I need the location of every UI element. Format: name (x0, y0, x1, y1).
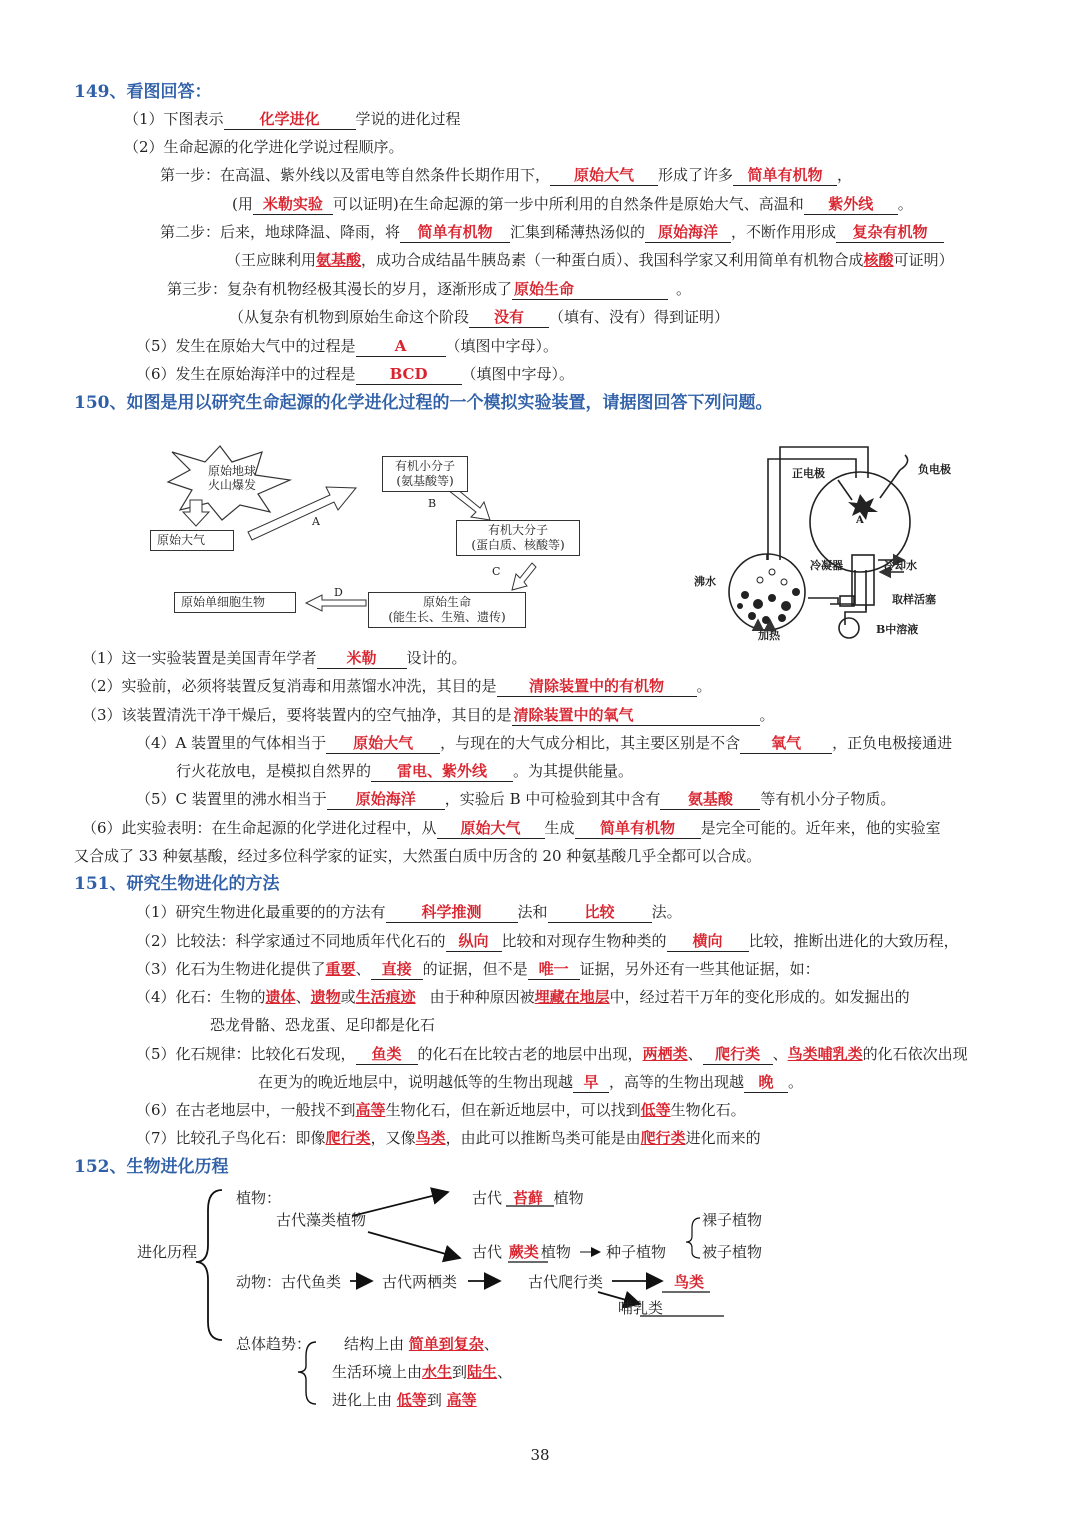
answer-blank: 原始海洋 (327, 789, 445, 810)
diagram-single-cell: 原始单细胞生物 (174, 592, 296, 613)
answer-blank: A (356, 336, 446, 357)
label-B: B (428, 497, 437, 510)
answer-underlined: 高等 (355, 1101, 386, 1119)
label-negative-electrode: 负电极 (918, 463, 951, 476)
tree-amphibian: 古代两栖类 (382, 1273, 458, 1291)
tree-algae: 古代藻类植物 (276, 1211, 367, 1229)
answer-blank: 比较 (548, 902, 652, 923)
diagram-primitive-life: 原始生命 (能生长、生殖、遗传) (368, 592, 526, 628)
label-heating: 加热 (758, 629, 780, 642)
diagram-large-molecule: 有机大分子 (蛋白质、核酸等) (456, 520, 580, 556)
answer-blank: 没有 (469, 307, 549, 328)
answer-blank: 化学进化 (224, 109, 356, 130)
q151-line3: （3）化石为生物进化提供了重要、 直接 的证据，但不是 唯一 证据，另外还有一些其他证据，如： (136, 960, 820, 978)
answer-blank: BCD (356, 364, 462, 385)
answer-bird: 鸟类 (674, 1273, 705, 1291)
q150-line1: （1）这一实验装置是美国青年学者 米勒 设计的。 (82, 649, 467, 667)
brace-seed (686, 1218, 700, 1258)
q151-line4: （4）化石：生物的遗体、遗物或生活痕迹 由于种种原因被埋藏在地层中，经过若干万年的变化形成的。如发掘出的 (136, 988, 910, 1006)
q149-line5: 第二步：后来，地球降温、降雨，将 简单有机物 汇集到稀薄热汤似的 原始海洋 ，不断作用形成 复杂有机物 (160, 222, 944, 243)
answer-underlined: 遗物 (310, 988, 341, 1006)
tree-root: 进化历程 (137, 1243, 198, 1261)
q152-title: 152、生物进化历程 (74, 1157, 229, 1177)
label-condenser: 冷凝器 (810, 559, 843, 572)
q151-line5: 恐龙骨骼、恐龙蛋、足印都是化石 (210, 1016, 436, 1034)
q150-line6: （5）C 装置里的沸水相当于 原始海洋 ，实验后 B 中可检验到其中含有 氨基酸 等有机小分子物质。 (136, 790, 896, 808)
answer-blank: 横向 (667, 931, 749, 952)
answer-underlined: 简单到复杂 (408, 1335, 484, 1353)
q151-line9: （7）比较孔子鸟化石：即像爬行类，又像鸟类，由此可以推断鸟类可能是由爬行类进化而来的 (136, 1129, 761, 1147)
label-flask-A: A (856, 515, 864, 526)
answer-blank: 直接 (371, 959, 423, 980)
q151-line6: （5）化石规律：比较化石发现， 鱼类 的化石在比较古老的地层中出现，两栖类、 爬行类 、鸟类哺乳类的化石依次出现 (136, 1045, 968, 1063)
brace-main (196, 1190, 222, 1340)
q149-line7: 第三步：复杂有机物经极其漫长的岁月，逐渐形成了 原始生命 。 (167, 280, 692, 298)
answer-blank: 鱼类 (356, 1044, 418, 1065)
answer-blank: 纵向 (446, 931, 502, 952)
answer-underlined: 低等 (640, 1101, 671, 1119)
answer-underlined: 高等 (446, 1391, 477, 1409)
answer-underlined: 生活痕迹 (355, 988, 416, 1006)
answer-blank: 米勒 (317, 648, 407, 669)
q149-line1: （1）下图表示 化学进化 学说的进化过程 (124, 110, 461, 128)
answer-underlined: 爬行类 (640, 1129, 686, 1147)
q150-line8: 又合成了 33 种氨基酸，经过多位科学家的证实，大然蛋白质中历含的 20 种氨基酸几乎全都可以合成。 (74, 847, 762, 865)
q150-line5: 行火花放电，是模拟自然界的 雷电、紫外线 。为其提供能量。 (176, 762, 634, 780)
q149-line3: 第一步：在高温、紫外线以及雷电等自然条件长期作用下， 原始大气 形成了许多 简单有机物 ， (160, 166, 853, 184)
diagram-earth: 原始地球 火山爆发 (208, 464, 257, 492)
answer-blank: 简单有机物 (575, 818, 701, 839)
trend-structure: 结构上由 简单到复杂、 (344, 1335, 499, 1353)
tree-animals: 动物：古代鱼类 (236, 1273, 342, 1291)
answer-fern: 蕨类 (508, 1243, 539, 1261)
answer-blank: 原始大气 (550, 165, 658, 186)
answer-underlined: 水生 (422, 1363, 453, 1381)
answer-blank: 原始海洋 (645, 222, 731, 243)
tree-fern: 古代 蕨类 植物 (472, 1243, 571, 1261)
answer-blank: 原始大气 (437, 818, 545, 839)
answer-underlined: 鸟类哺乳类 (787, 1045, 863, 1063)
answer-underlined: 爬行类 (325, 1129, 371, 1147)
answer-underlined: 鸟类 (415, 1129, 446, 1147)
tree-seed-plants: 种子植物 (606, 1243, 667, 1261)
answer-blank: 米勒实验 (253, 194, 333, 215)
tree-plants: 植物： (236, 1189, 282, 1207)
q150-line4: （4）A 装置里的气体相当于 原始大气 ，与现在的大气成分相比，其主要区别是不含 氧气 ，正负电极接通进 (136, 734, 953, 752)
q150-line2: （2）实验前，必须将装置反复消毒和用蒸馏水冲洗，其目的是 清除装置中的有机物 。 (82, 677, 712, 695)
answer-underlined: 遗体 (265, 988, 296, 1006)
diagram-small-molecule: 有机小分子 (氨基酸等) (382, 456, 468, 492)
q149-line2: （2）生命起源的化学进化学说过程顺序。 (124, 138, 404, 156)
q149-title: 149、看图回答： (74, 82, 212, 102)
answer-underlined: 重要 (325, 960, 356, 978)
answer-blank: 爬行类 (703, 1044, 773, 1065)
label-cooling-water: 冷却水 (884, 559, 917, 572)
answer-moss: 苔藓 (512, 1189, 543, 1207)
page-number: 38 (530, 1446, 550, 1464)
answer-blank: 简单有机物 (733, 165, 837, 186)
tree-trend: 总体趋势： (236, 1335, 312, 1353)
answer-blank: 氧气 (740, 733, 832, 754)
answer-underlined: 陆生 (467, 1363, 498, 1381)
label-positive-electrode: 正电极 (792, 467, 825, 480)
trend-environment: 生活环境上由水生到陆生、 (332, 1363, 513, 1381)
q149-line8: （从复杂有机物到原始生命这个阶段 没有 （填有、没有）得到证明） (229, 308, 730, 326)
label-B-solution: B中溶液 (876, 623, 919, 636)
answer-blank: 晚 (744, 1072, 788, 1093)
answer-blank: 清除装置中的氧气 (512, 705, 760, 726)
answer-underlined: 核酸 (863, 251, 894, 269)
answer-blank: 清除装置中的有机物 (497, 676, 697, 697)
answer-blank: 原始大气 (326, 733, 440, 754)
q151-line8: （6）在古老地层中，一般找不到高等生物化石，但在新近地层中，可以找到低等生物化石。 (136, 1101, 746, 1119)
answer-underlined: 氨基酸 (316, 251, 362, 269)
tree-mammal: 哺乳类 (618, 1299, 664, 1317)
q151-line7: 在更为的晚近地层中，说明越低等的生物出现越 早 ，高等的生物出现越 晚 。 (258, 1073, 804, 1091)
tree-angiosperm: 被子植物 (702, 1243, 763, 1261)
answer-blank: 复杂有机物 (836, 222, 944, 243)
answer-blank: 早 (573, 1072, 609, 1093)
q151-line2: （2）比较法：科学家通过不同地质年代化石的 纵向 比较和对现存生物种类的 横向 比较，推断出进化的大致历程， (136, 932, 959, 950)
q150-line7: （6）此实验表明：在生命起源的化学进化过程中，从 原始大气 生成 简单有机物 是完全可能的。近年来，他的实验室 (82, 819, 941, 837)
q150-line3: （3）该装置清洗干净干燥后，要将装置内的空气抽净，其目的是 清除装置中的氧气 。 (82, 706, 775, 724)
answer-blank: 科学推测 (386, 902, 518, 923)
tree-reptile: 古代爬行类 (528, 1273, 604, 1291)
answer-blank: 雷电、紫外线 (371, 761, 513, 782)
label-C: C (492, 565, 501, 578)
label-sampling-valve: 取样活塞 (892, 593, 936, 606)
answer-blank: 简单有机物 (400, 222, 510, 243)
diagram-atmosphere: 原始大气 (150, 530, 234, 551)
label-D: D (334, 586, 343, 599)
answer-underlined: 埋藏在地层 (534, 988, 610, 1006)
q149-line6: （王应睐利用氨基酸，成功合成结晶牛胰岛素（一种蛋白质）、我国科学家又利用简单有机物合成核酸可证明） (226, 251, 954, 269)
label-A: A (312, 515, 320, 528)
answer-blank: 唯一 (528, 959, 580, 980)
answer-underlined: 两栖类 (642, 1045, 688, 1063)
answer-blank: 紫外线 (804, 194, 898, 215)
tree-moss: 古代 苔藓 植物 (472, 1189, 584, 1207)
q149-line9: （5）发生在原始大气中的过程是 A （填图中字母）。 (136, 337, 559, 355)
answer-blank: 氨基酸 (660, 789, 760, 810)
q149-line10: （6）发生在原始海洋中的过程是 BCD （填图中字母）。 (136, 365, 575, 383)
q150-title: 150、如图是用以研究生命起源的化学进化过程的一个模拟实验装置，请据图回答下列问题。 (74, 393, 773, 413)
q151-title: 151、研究生物进化的方法 (74, 874, 280, 894)
answer-underlined: 低等 (396, 1391, 427, 1409)
answer-blank: 原始生命 (512, 279, 668, 300)
q151-line1: （1）研究生物进化最重要的的方法有 科学推测 法和 比较 法。 (136, 903, 682, 921)
q149-line4: (用 米勒实验 可以证明)在生命起源的第一步中所利用的自然条件是原始大气、高温和 紫外线 。 (232, 195, 913, 213)
label-boiling-water: 沸水 (694, 575, 716, 588)
tree-gymnosperm: 裸子植物 (702, 1211, 763, 1229)
trend-evolution: 进化上由 低等到 高等 (332, 1391, 477, 1409)
